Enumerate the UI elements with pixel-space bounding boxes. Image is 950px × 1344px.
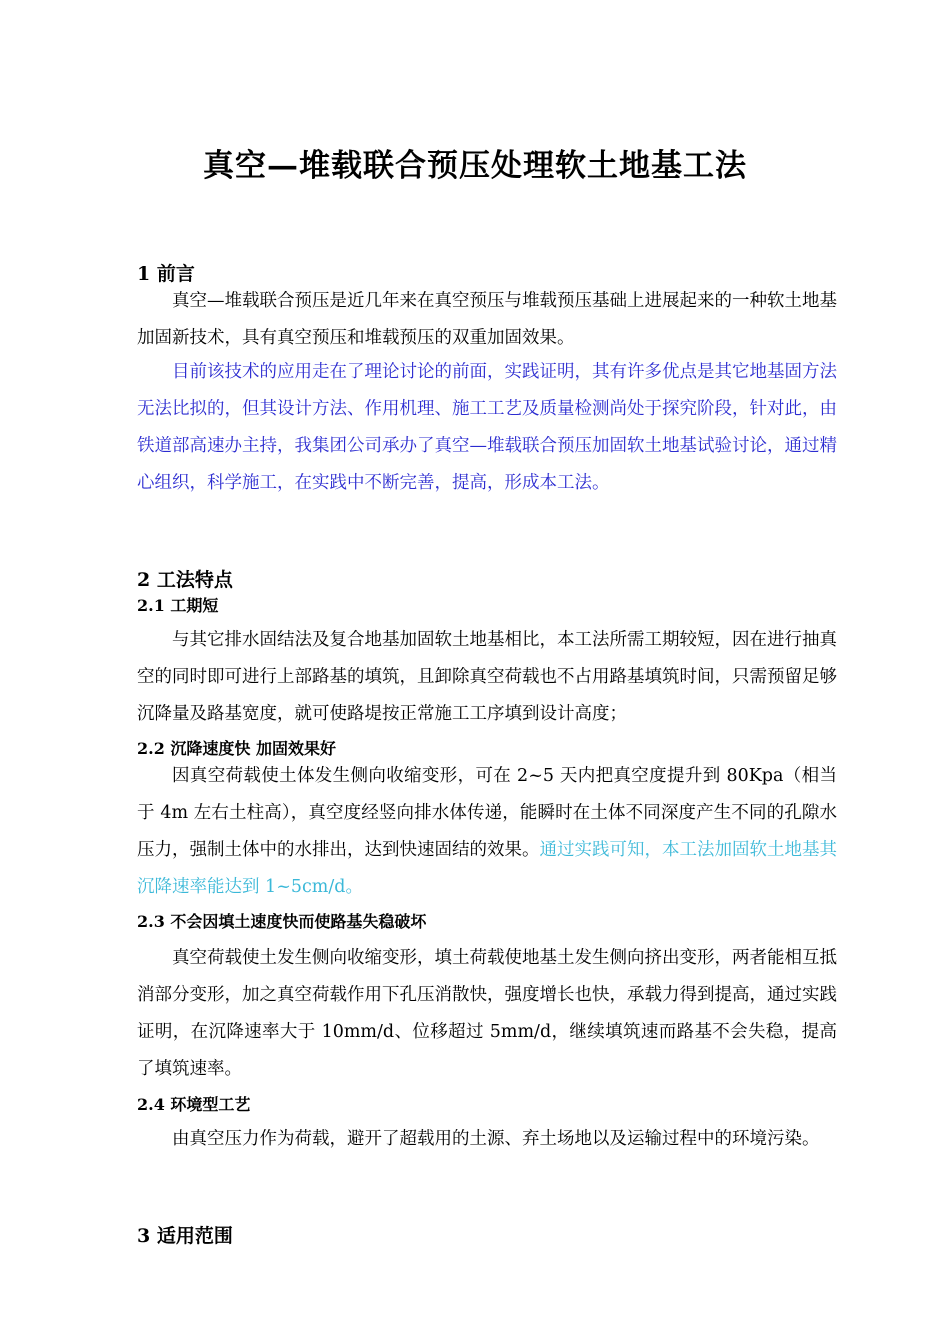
section-1-paragraph-2: 目前该技术的应用走在了理论讨论的前面，实践证明，其有许多优点是其它地基固方法无法比拟的，但其设计方法、作用机理、施工工艺及质量检测尚处于探究阶段，针对此，由铁道部高速办主持，我集团公司承办了真空—堆载联合预压加固软土地基试验讨论，通过精心组织，科学施工，在实践中不断完善，提高，形成本工法。: [137, 362, 837, 493]
section-2-1-heading: 2.1 工期短: [137, 596, 219, 615]
section-2-2-text: 因真空荷载使土体发生侧向收缩变形，可在 2~5 天内把真空度提升到 80Kpa（相当于 4m 左右土柱高），真空度经竖向排水体传递，能瞬时在土体不同深度产生不同的孔隙水压力，强制土体中的水排出，达到快速固结的效果。: [137, 766, 837, 860]
section-1-paragraph-1: 真空—堆载联合预压是近几年来在真空预压与堆载预压基础上进展起来的一种软土地基加固新技术，具有真空预压和堆载预压的双重加固效果。: [137, 291, 837, 348]
section-2-4-heading: 2.4 环境型工艺: [137, 1095, 251, 1114]
document-title: 真空—堆载联合预压处理软土地基工法: [203, 148, 747, 184]
section-2-3-heading: 2.3 不会因填土速度快而使路基失稳破坏: [137, 912, 427, 931]
section-2-heading: 2 工法特点: [137, 569, 233, 591]
section-2-1-paragraph: 与其它排水固结法及复合地基加固软土地基相比，本工法所需工期较短，因在进行抽真空的同时即可进行上部路基的填筑，且卸除真空荷载也不占用路基填筑时间，只需预留足够沉降量及路基宽度，就可使路堤按正常施工工序填到设计高度；: [137, 630, 837, 724]
section-3-heading: 3 适用范围: [137, 1225, 233, 1247]
section-2-3-paragraph: 真空荷载使土发生侧向收缩变形，填土荷载使地基土发生侧向挤出变形，两者能相互抵消部分变形，加之真空荷载作用下孔压消散快，强度增长也快，承载力得到提高，通过实践证明，在沉降速率大于 10mm/d、位移超过 5mm/d，继续填筑速而路基不会失稳，提高了填筑速率。: [137, 948, 837, 1079]
section-2-2-highlight: 通过实践可知，本工法加固软土地基其沉降速率能达到 1~5cm/d。: [137, 840, 837, 897]
section-2-4-paragraph: 由真空压力作为荷载，避开了超载用的土源、弃土场地以及运输过程中的环境污染。: [172, 1129, 820, 1149]
section-2-2-heading: 2.2 沉降速度快 加固效果好: [137, 739, 336, 758]
section-1-heading: 1 前言: [137, 263, 195, 285]
section-2-2-paragraph: [137, 758, 837, 906]
